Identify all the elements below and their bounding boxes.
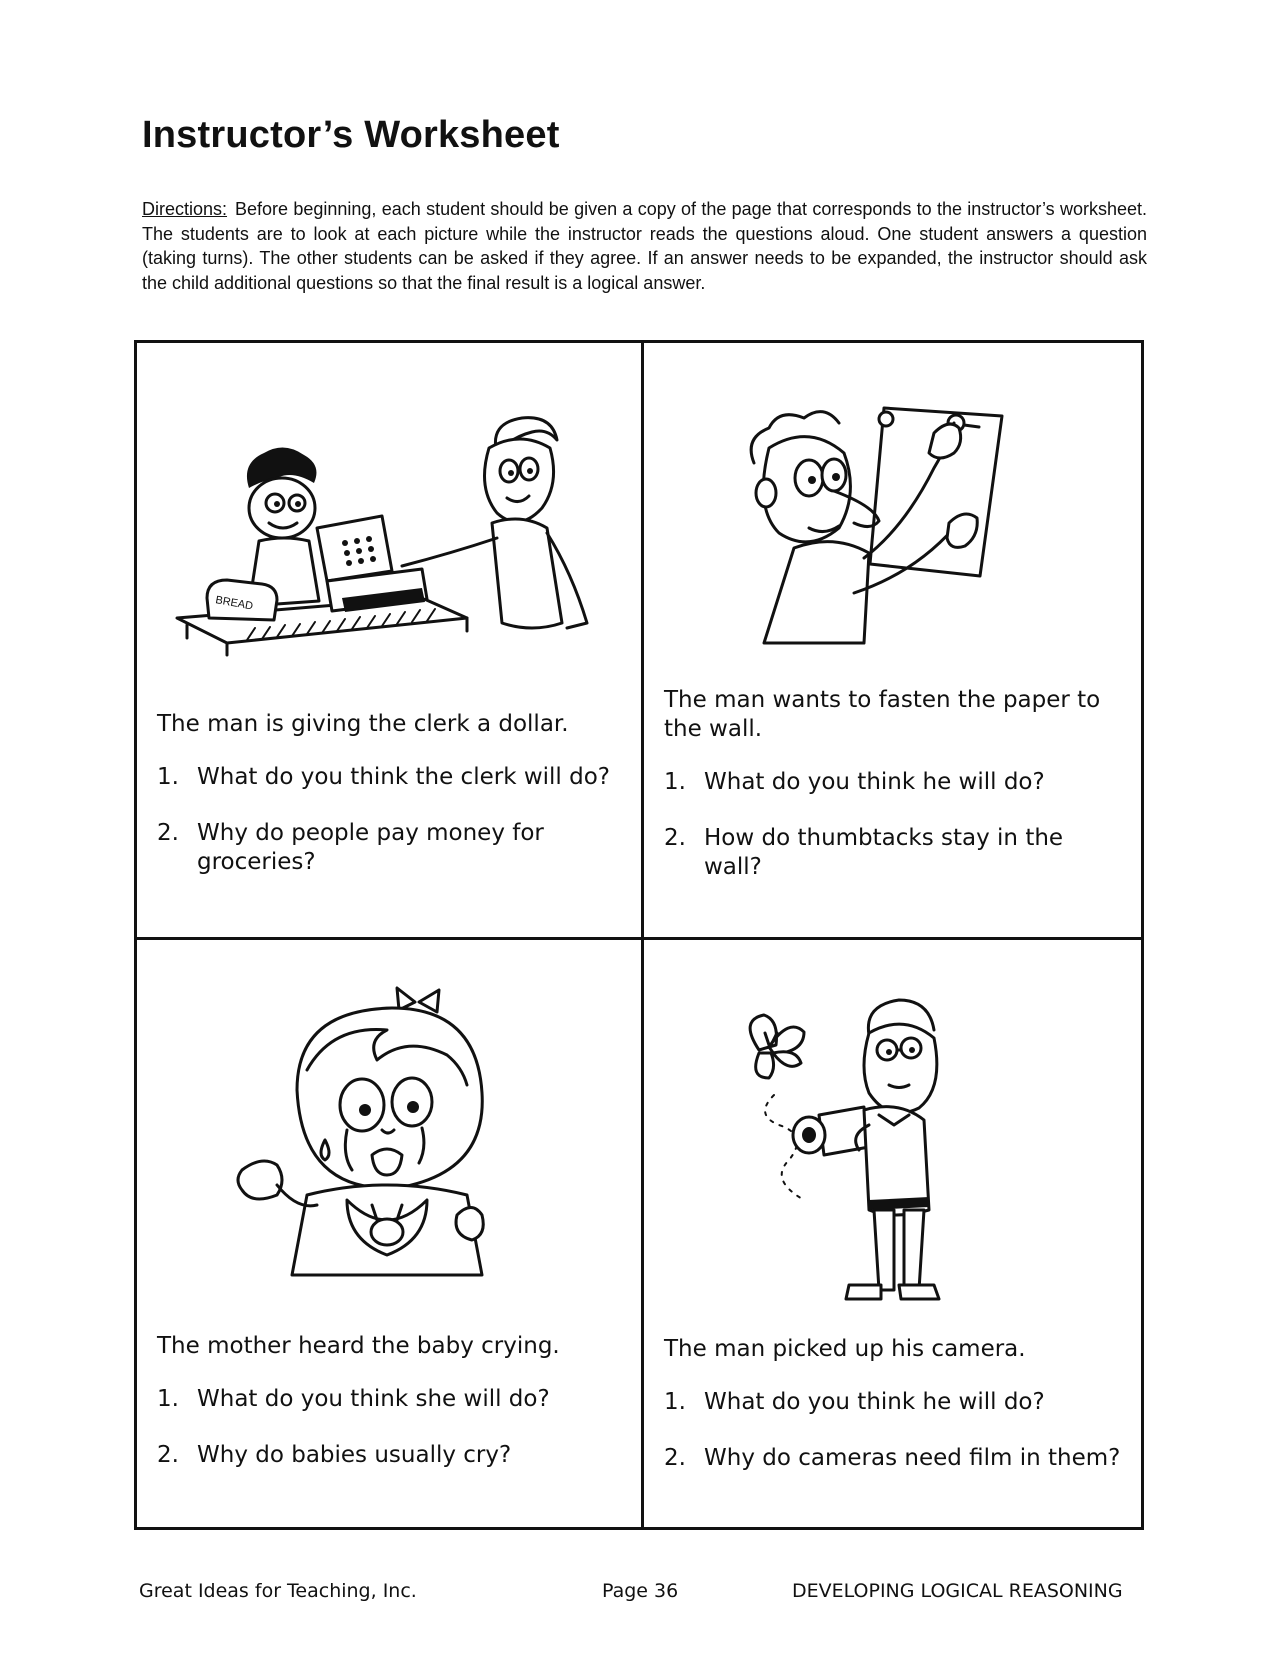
question-item: 2. Why do babies usually cry? [157, 1442, 512, 1468]
question-item: 2. Why do people pay money for groceries? [157, 820, 544, 875]
panel-3-text [157, 1332, 627, 1497]
panel-camera [644, 940, 1141, 1527]
question-item: 2. How do thumbtacks stay in the wall? [664, 825, 1064, 880]
question-item: 2. Why do cameras need film in them? [664, 1445, 1121, 1471]
footer-page-number: Page 36 [602, 1580, 679, 1602]
directions [142, 197, 1147, 295]
panel-2-text [664, 686, 1127, 909]
page-title: Instructor’s Worksheet [142, 114, 560, 156]
panel-2-questions [664, 768, 1127, 882]
panel-4-statement: The man picked up his camera. [664, 1336, 1026, 1362]
directions-label: Directions: [142, 199, 228, 219]
panel-clerk [137, 343, 644, 940]
panel-4-questions [664, 1388, 1127, 1473]
footer-publisher: Great Ideas for Teaching, Inc. [139, 1580, 417, 1602]
question-item: 1. What do you think the clerk will do? [157, 764, 610, 790]
panel-1-text [157, 710, 627, 904]
panel-baby [137, 940, 644, 1527]
man-paper-illustration [734, 393, 1034, 653]
camera-man-illustration [729, 985, 969, 1305]
clerk-customer-illustration [167, 393, 587, 653]
directions-text: Before beginning, each student should be given a copy of the page that corresponds to the instructor’s worksheet. The students are to look at each picture while the instructor reads the questions aloud. One student answers a question (taking turns). The other students can be asked if they agree. If an answer needs to be expanded, the instructor should ask the child additional questions so that the final result is a logical answer. [142, 199, 1147, 293]
panel-2-statement: The man wants to fasten the paper to the wall. [664, 687, 1101, 742]
crying-baby-illustration [227, 980, 547, 1300]
footer-book-title: DEVELOPING LOGICAL REASONING [792, 1580, 1123, 1602]
panel-thumbtack [644, 343, 1141, 940]
panel-4-text [664, 1335, 1127, 1500]
panel-1-statement: The man is giving the clerk a dollar. [157, 711, 569, 737]
question-item: 1. What do you think she will do? [157, 1386, 550, 1412]
panel-3-questions [157, 1385, 627, 1470]
panel-3-statement: The mother heard the baby crying. [157, 1333, 560, 1359]
question-item: 1. What do you think he will do? [664, 769, 1045, 795]
bread-label: BREAD [214, 594, 254, 613]
question-item: 1. What do you think he will do? [664, 1389, 1045, 1415]
panel-1-questions [157, 763, 627, 877]
worksheet-grid [134, 340, 1144, 1530]
